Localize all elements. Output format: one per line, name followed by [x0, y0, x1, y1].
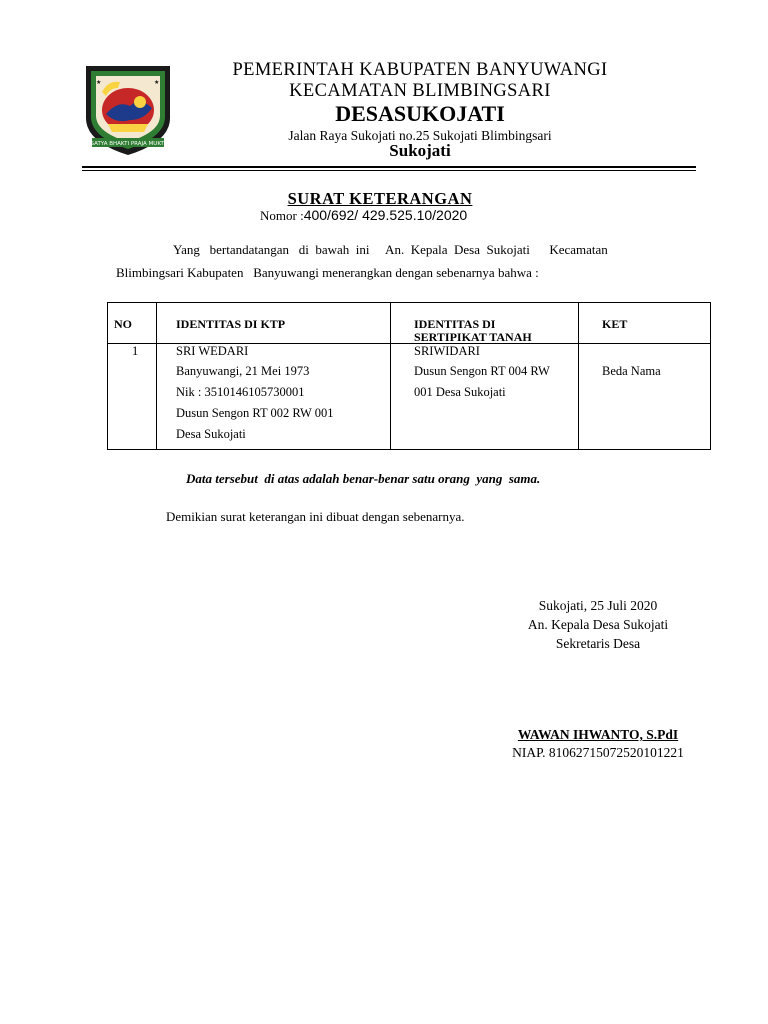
signatory-name: WAWAN IHWANTO, S.PdI — [517, 727, 679, 742]
signatory-niap: NIAP. 81062715072520101221 — [512, 745, 684, 760]
regency-coat-of-arms-icon — [78, 62, 178, 158]
letter-number-label: Nomor : — [260, 208, 304, 223]
cert-name: SRIWIDARI — [414, 344, 480, 358]
ktp-nik: Nik : 3510146105730001 — [176, 385, 305, 399]
cert-address-2: 001 Desa Sukojati — [414, 385, 506, 399]
government-name: PEMERINTAH KABUPATEN BANYUWANGI — [232, 60, 608, 80]
header-ket: KET — [602, 317, 628, 331]
table-divider — [578, 303, 579, 449]
ktp-address-1: Dusun Sengon RT 002 RW 001 — [176, 406, 334, 420]
village-place: Sukojati — [389, 141, 451, 160]
district-name: KECAMATAN BLIMBINGSARI — [289, 81, 551, 101]
signature-place-date: Sukojati, 25 Juli 2020 — [538, 598, 658, 613]
svg-text:★: ★ — [154, 79, 160, 86]
letterhead-rule-thin — [82, 170, 696, 171]
ktp-name: SRI WEDARI — [176, 344, 249, 358]
letter-number — [260, 207, 467, 224]
identity-table — [107, 302, 711, 450]
closing-statement: Demikian surat keterangan ini dibuat dengan sebenarnya. — [166, 509, 465, 524]
header-no: NO — [114, 317, 132, 331]
svg-text:★: ★ — [96, 79, 102, 86]
confirmation-statement: Data tersebut di atas adalah benar-benar satu orang yang sama. — [186, 471, 541, 486]
row-no: 1 — [132, 344, 139, 358]
village-name: DESASUKOJATI — [335, 101, 505, 126]
header-ktp: IDENTITAS DI KTP — [176, 317, 286, 331]
table-divider — [156, 303, 157, 449]
letterhead-rule-thick — [82, 166, 696, 168]
cert-address-1: Dusun Sengon RT 004 RW — [414, 364, 550, 378]
ket-value: Beda Nama — [602, 364, 661, 378]
intro-line-1: Yang bertandatangan di bawah ini An. Kepala Desa Sukojati Kecamatan — [173, 242, 608, 257]
table-divider — [390, 303, 391, 449]
village-address: Jalan Raya Sukojati no.25 Sukojati Blimbingsari — [288, 128, 552, 143]
signature-position: Sekretaris Desa — [555, 636, 641, 651]
letter-title: SURAT KETERANGAN — [287, 189, 473, 208]
header-cert-line-2: SERTIPIKAT TANAH — [414, 330, 532, 344]
intro-line-2: Blimbingsari Kabupaten Banyuwangi menerangkan dengan sebenarnya bahwa : — [116, 265, 539, 280]
letter-number-value: 400/692/ 429.525.10/2020 — [303, 207, 468, 223]
logo-motto: SATYA BHAKTI PRAJA MUKTI — [90, 141, 166, 147]
header-cert-line-1: IDENTITAS DI — [414, 317, 496, 331]
ktp-address-2: Desa Sukojati — [176, 427, 246, 441]
ktp-birth: Banyuwangi, 21 Mei 1973 — [176, 364, 310, 378]
signature-on-behalf: An. Kepala Desa Sukojati — [527, 617, 669, 632]
